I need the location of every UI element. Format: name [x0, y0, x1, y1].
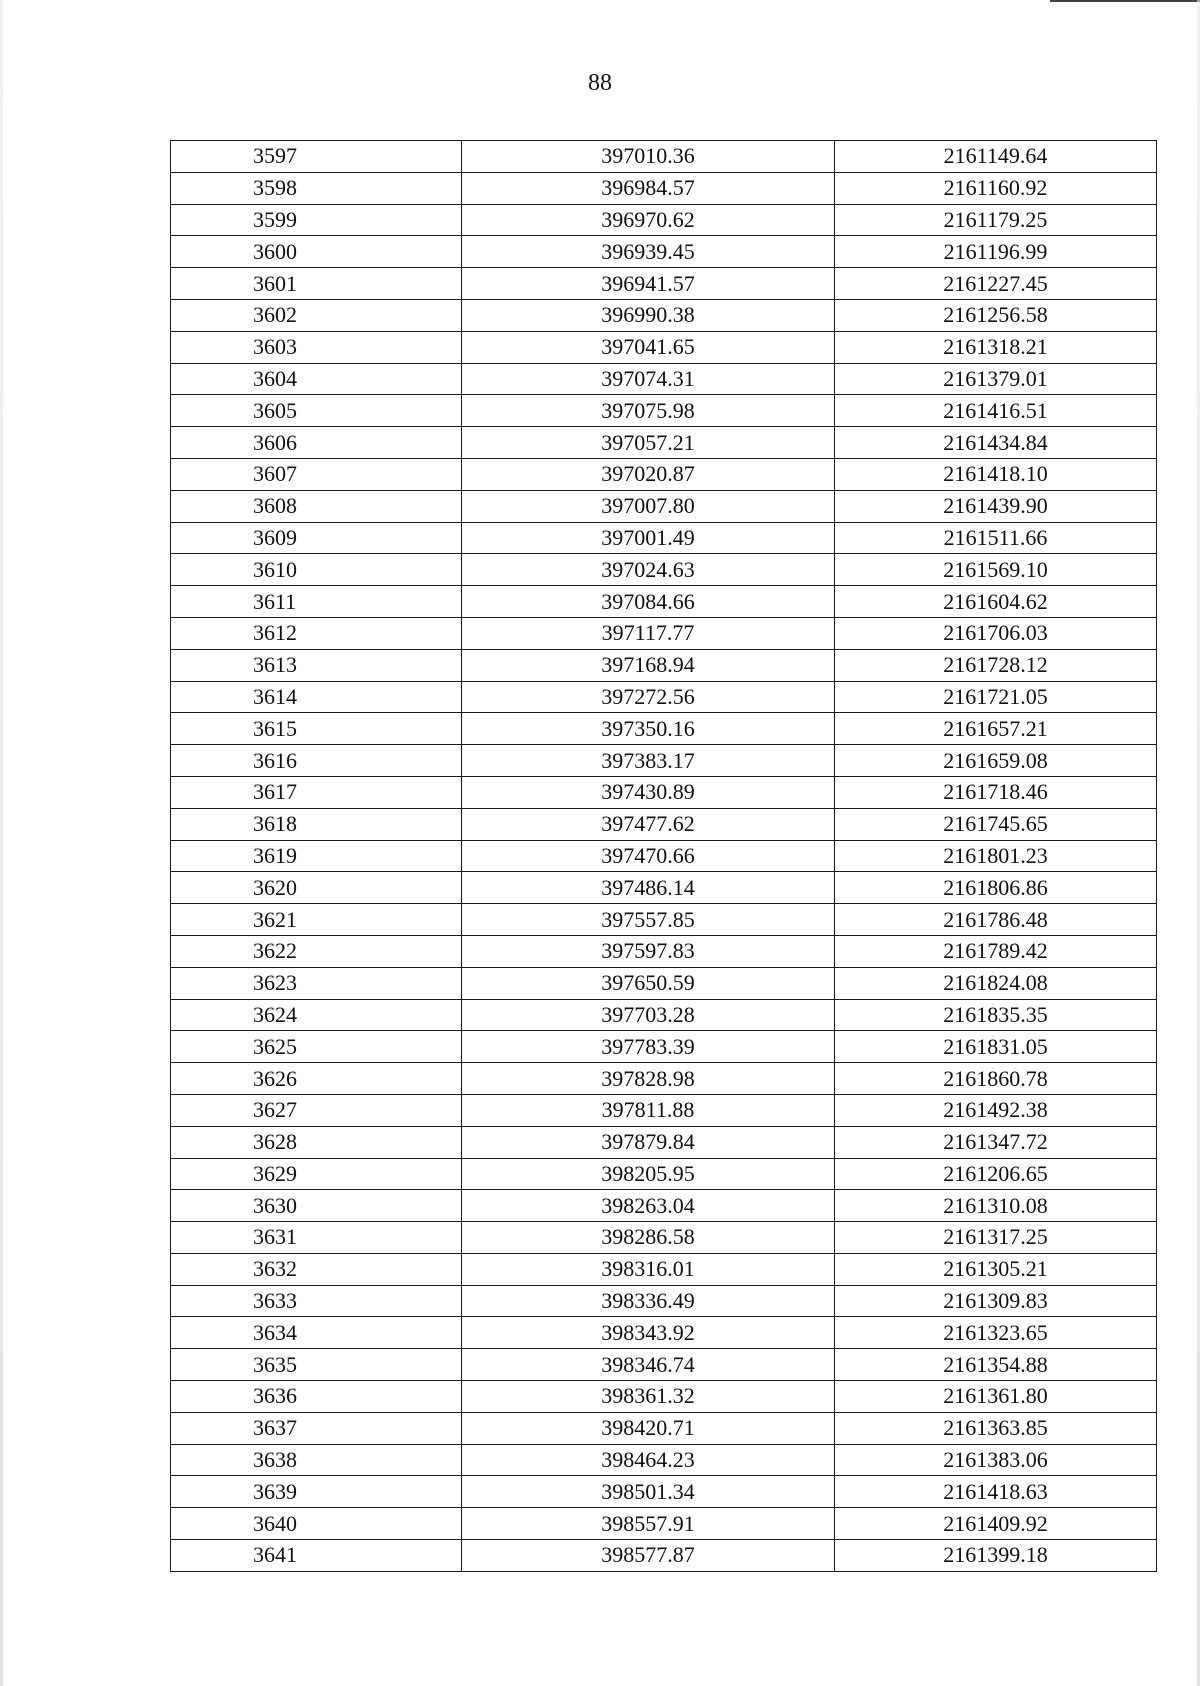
- table-row: [171, 363, 1157, 395]
- table-row: [171, 1381, 1157, 1413]
- table-row: [171, 1190, 1157, 1222]
- table-row: [171, 522, 1157, 554]
- table-row: [171, 586, 1157, 618]
- x-coordinate-cell: 396990.38: [462, 299, 835, 331]
- y-coordinate-cell: 2161860.78: [835, 1063, 1157, 1095]
- y-coordinate-cell: 2161439.90: [835, 490, 1157, 522]
- x-coordinate-cell: 398263.04: [462, 1190, 835, 1222]
- x-coordinate-cell: 397597.83: [462, 935, 835, 967]
- point-number-cell: 3613: [171, 649, 462, 681]
- table-row: [171, 1126, 1157, 1158]
- x-coordinate-cell: 397879.84: [462, 1126, 835, 1158]
- y-coordinate-cell: 2161399.18: [835, 1540, 1157, 1572]
- x-coordinate-cell: 397811.88: [462, 1094, 835, 1126]
- point-number-cell: 3601: [171, 268, 462, 300]
- x-coordinate-cell: 397703.28: [462, 999, 835, 1031]
- y-coordinate-cell: 2161363.85: [835, 1412, 1157, 1444]
- table-row: [171, 1031, 1157, 1063]
- table-row: [171, 204, 1157, 236]
- y-coordinate-cell: 2161409.92: [835, 1508, 1157, 1540]
- point-number-cell: 3604: [171, 363, 462, 395]
- table-row: [171, 649, 1157, 681]
- table-row: [171, 141, 1157, 173]
- point-number-cell: 3610: [171, 554, 462, 586]
- y-coordinate-cell: 2161511.66: [835, 522, 1157, 554]
- x-coordinate-cell: 397007.80: [462, 490, 835, 522]
- y-coordinate-cell: 2161354.88: [835, 1349, 1157, 1381]
- point-number-cell: 3599: [171, 204, 462, 236]
- x-coordinate-cell: 398336.49: [462, 1285, 835, 1317]
- y-coordinate-cell: 2161659.08: [835, 745, 1157, 777]
- table-row: [171, 808, 1157, 840]
- x-coordinate-cell: 397084.66: [462, 586, 835, 618]
- point-number-cell: 3636: [171, 1381, 462, 1413]
- y-coordinate-cell: 2161706.03: [835, 617, 1157, 649]
- x-coordinate-cell: 397350.16: [462, 713, 835, 745]
- point-number-cell: 3626: [171, 1063, 462, 1095]
- table-row: [171, 268, 1157, 300]
- table-row: [171, 1094, 1157, 1126]
- top-edge-rule: [1050, 0, 1200, 2]
- point-number-cell: 3639: [171, 1476, 462, 1508]
- y-coordinate-cell: 2161383.06: [835, 1444, 1157, 1476]
- point-number-cell: 3603: [171, 331, 462, 363]
- x-coordinate-cell: 398557.91: [462, 1508, 835, 1540]
- x-coordinate-cell: 397557.85: [462, 904, 835, 936]
- point-number-cell: 3611: [171, 586, 462, 618]
- x-coordinate-cell: 397272.56: [462, 681, 835, 713]
- point-number-cell: 3602: [171, 299, 462, 331]
- table-row: [171, 681, 1157, 713]
- x-coordinate-cell: 397486.14: [462, 872, 835, 904]
- coordinate-table: [170, 140, 1157, 1572]
- table-row: [171, 776, 1157, 808]
- x-coordinate-cell: 398464.23: [462, 1444, 835, 1476]
- y-coordinate-cell: 2161418.63: [835, 1476, 1157, 1508]
- x-coordinate-cell: 398343.92: [462, 1317, 835, 1349]
- y-coordinate-cell: 2161305.21: [835, 1253, 1157, 1285]
- y-coordinate-cell: 2161179.25: [835, 204, 1157, 236]
- y-coordinate-cell: 2161801.23: [835, 840, 1157, 872]
- y-coordinate-cell: 2161310.08: [835, 1190, 1157, 1222]
- table-row: [171, 172, 1157, 204]
- point-number-cell: 3606: [171, 427, 462, 459]
- y-coordinate-cell: 2161824.08: [835, 967, 1157, 999]
- y-coordinate-cell: 2161806.86: [835, 872, 1157, 904]
- point-number-cell: 3620: [171, 872, 462, 904]
- table-row: [171, 1412, 1157, 1444]
- table-row: [171, 967, 1157, 999]
- table-row: [171, 490, 1157, 522]
- x-coordinate-cell: 397168.94: [462, 649, 835, 681]
- y-coordinate-cell: 2161789.42: [835, 935, 1157, 967]
- x-coordinate-cell: 398577.87: [462, 1540, 835, 1572]
- page-number: 88: [588, 70, 612, 96]
- point-number-cell: 3637: [171, 1412, 462, 1444]
- table-row: [171, 935, 1157, 967]
- point-number-cell: 3619: [171, 840, 462, 872]
- x-coordinate-cell: 397828.98: [462, 1063, 835, 1095]
- point-number-cell: 3621: [171, 904, 462, 936]
- table-row: [171, 713, 1157, 745]
- table-row: [171, 1222, 1157, 1254]
- x-coordinate-cell: 398501.34: [462, 1476, 835, 1508]
- table-row: [171, 1285, 1157, 1317]
- y-coordinate-cell: 2161728.12: [835, 649, 1157, 681]
- y-coordinate-cell: 2161434.84: [835, 427, 1157, 459]
- x-coordinate-cell: 397020.87: [462, 458, 835, 490]
- y-coordinate-cell: 2161196.99: [835, 236, 1157, 268]
- table-row: [171, 999, 1157, 1031]
- y-coordinate-cell: 2161657.21: [835, 713, 1157, 745]
- x-coordinate-cell: 398420.71: [462, 1412, 835, 1444]
- table-row: [171, 840, 1157, 872]
- table-row: [171, 904, 1157, 936]
- table-row: [171, 1540, 1157, 1572]
- y-coordinate-cell: 2161160.92: [835, 172, 1157, 204]
- y-coordinate-cell: 2161309.83: [835, 1285, 1157, 1317]
- point-number-cell: 3640: [171, 1508, 462, 1540]
- table-row: [171, 1476, 1157, 1508]
- point-number-cell: 3612: [171, 617, 462, 649]
- y-coordinate-cell: 2161721.05: [835, 681, 1157, 713]
- table-row: [171, 299, 1157, 331]
- y-coordinate-cell: 2161831.05: [835, 1031, 1157, 1063]
- point-number-cell: 3631: [171, 1222, 462, 1254]
- y-coordinate-cell: 2161256.58: [835, 299, 1157, 331]
- y-coordinate-cell: 2161318.21: [835, 331, 1157, 363]
- point-number-cell: 3605: [171, 395, 462, 427]
- x-coordinate-cell: 396939.45: [462, 236, 835, 268]
- point-number-cell: 3600: [171, 236, 462, 268]
- table-row: [171, 1444, 1157, 1476]
- point-number-cell: 3597: [171, 141, 462, 173]
- table-row: [171, 427, 1157, 459]
- left-scan-edge: [0, 0, 3, 1686]
- x-coordinate-cell: 398361.32: [462, 1381, 835, 1413]
- x-coordinate-cell: 397074.31: [462, 363, 835, 395]
- x-coordinate-cell: 397650.59: [462, 967, 835, 999]
- point-number-cell: 3635: [171, 1349, 462, 1381]
- x-coordinate-cell: 396970.62: [462, 204, 835, 236]
- point-number-cell: 3598: [171, 172, 462, 204]
- y-coordinate-cell: 2161149.64: [835, 141, 1157, 173]
- point-number-cell: 3627: [171, 1094, 462, 1126]
- point-number-cell: 3628: [171, 1126, 462, 1158]
- x-coordinate-cell: 396941.57: [462, 268, 835, 300]
- y-coordinate-cell: 2161361.80: [835, 1381, 1157, 1413]
- table-row: [171, 1253, 1157, 1285]
- y-coordinate-cell: 2161206.65: [835, 1158, 1157, 1190]
- x-coordinate-cell: 397041.65: [462, 331, 835, 363]
- table-row: [171, 554, 1157, 586]
- y-coordinate-cell: 2161492.38: [835, 1094, 1157, 1126]
- y-coordinate-cell: 2161604.62: [835, 586, 1157, 618]
- y-coordinate-cell: 2161569.10: [835, 554, 1157, 586]
- point-number-cell: 3616: [171, 745, 462, 777]
- point-number-cell: 3618: [171, 808, 462, 840]
- table-row: [171, 1508, 1157, 1540]
- point-number-cell: 3641: [171, 1540, 462, 1572]
- y-coordinate-cell: 2161317.25: [835, 1222, 1157, 1254]
- x-coordinate-cell: 397383.17: [462, 745, 835, 777]
- x-coordinate-cell: 397010.36: [462, 141, 835, 173]
- point-number-cell: 3608: [171, 490, 462, 522]
- table-row: [171, 745, 1157, 777]
- x-coordinate-cell: 398346.74: [462, 1349, 835, 1381]
- y-coordinate-cell: 2161323.65: [835, 1317, 1157, 1349]
- y-coordinate-cell: 2161379.01: [835, 363, 1157, 395]
- x-coordinate-cell: 397783.39: [462, 1031, 835, 1063]
- x-coordinate-cell: 397001.49: [462, 522, 835, 554]
- point-number-cell: 3615: [171, 713, 462, 745]
- table-row: [171, 236, 1157, 268]
- x-coordinate-cell: 397430.89: [462, 776, 835, 808]
- x-coordinate-cell: 397075.98: [462, 395, 835, 427]
- x-coordinate-cell: 398205.95: [462, 1158, 835, 1190]
- y-coordinate-cell: 2161418.10: [835, 458, 1157, 490]
- y-coordinate-cell: 2161835.35: [835, 999, 1157, 1031]
- point-number-cell: 3629: [171, 1158, 462, 1190]
- table-row: [171, 458, 1157, 490]
- point-number-cell: 3630: [171, 1190, 462, 1222]
- table-row: [171, 872, 1157, 904]
- y-coordinate-cell: 2161718.46: [835, 776, 1157, 808]
- table-row: [171, 1158, 1157, 1190]
- x-coordinate-cell: 397057.21: [462, 427, 835, 459]
- point-number-cell: 3625: [171, 1031, 462, 1063]
- y-coordinate-cell: 2161227.45: [835, 268, 1157, 300]
- point-number-cell: 3607: [171, 458, 462, 490]
- table-row: [171, 1317, 1157, 1349]
- table-row: [171, 617, 1157, 649]
- point-number-cell: 3623: [171, 967, 462, 999]
- y-coordinate-cell: 2161347.72: [835, 1126, 1157, 1158]
- table-row: [171, 1349, 1157, 1381]
- point-number-cell: 3624: [171, 999, 462, 1031]
- y-coordinate-cell: 2161416.51: [835, 395, 1157, 427]
- x-coordinate-cell: 396984.57: [462, 172, 835, 204]
- y-coordinate-cell: 2161745.65: [835, 808, 1157, 840]
- table-row: [171, 1063, 1157, 1095]
- point-number-cell: 3634: [171, 1317, 462, 1349]
- point-number-cell: 3638: [171, 1444, 462, 1476]
- x-coordinate-cell: 397470.66: [462, 840, 835, 872]
- x-coordinate-cell: 397477.62: [462, 808, 835, 840]
- point-number-cell: 3622: [171, 935, 462, 967]
- x-coordinate-cell: 398286.58: [462, 1222, 835, 1254]
- x-coordinate-cell: 397117.77: [462, 617, 835, 649]
- point-number-cell: 3614: [171, 681, 462, 713]
- point-number-cell: 3633: [171, 1285, 462, 1317]
- y-coordinate-cell: 2161786.48: [835, 904, 1157, 936]
- x-coordinate-cell: 397024.63: [462, 554, 835, 586]
- point-number-cell: 3609: [171, 522, 462, 554]
- table-row: [171, 331, 1157, 363]
- point-number-cell: 3632: [171, 1253, 462, 1285]
- x-coordinate-cell: 398316.01: [462, 1253, 835, 1285]
- point-number-cell: 3617: [171, 776, 462, 808]
- coordinate-table-body: [171, 141, 1157, 1572]
- table-row: [171, 395, 1157, 427]
